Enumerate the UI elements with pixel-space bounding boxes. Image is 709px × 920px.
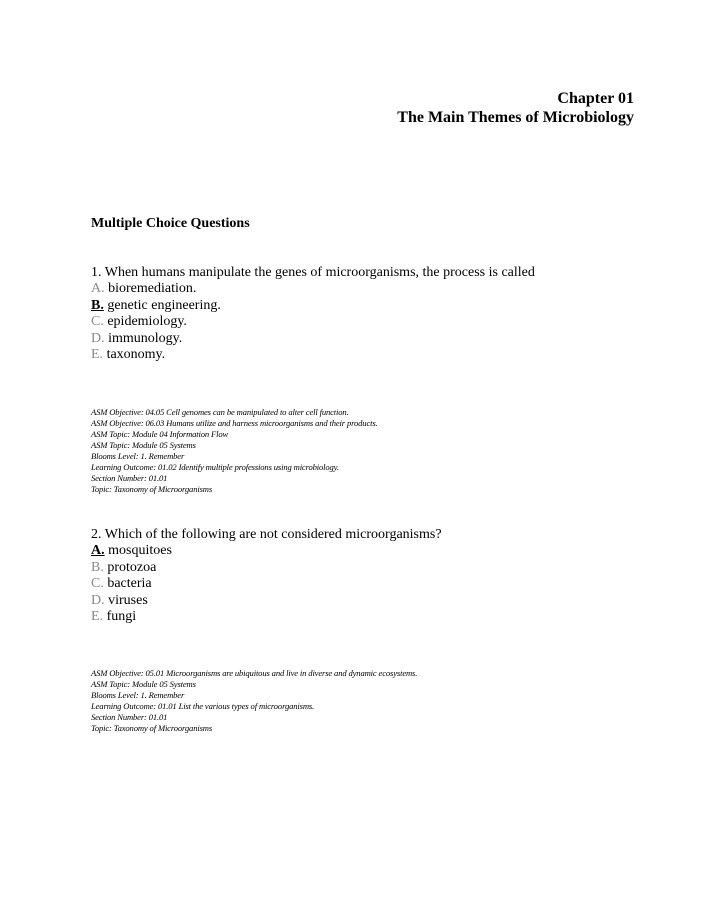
choice-text: mosquitoes: [108, 543, 172, 558]
chapter-header: [397, 89, 634, 127]
choice-letter: B.: [91, 559, 104, 575]
chapter-title: The Main Themes of Microbiology: [397, 109, 634, 126]
choice-text: epidemiology.: [107, 314, 187, 329]
question-stem: 1. When humans manipulate the genes of microorganisms, the process is called: [91, 265, 535, 280]
choice-d: [91, 331, 535, 348]
choice-text: viruses: [108, 592, 148, 608]
choice-b: [91, 560, 442, 577]
question-2-metadata: [91, 668, 417, 734]
metadata-line: ASM Topic: Module 05 Systems: [91, 679, 196, 689]
choice-c: [91, 314, 535, 331]
choice-b-correct: [91, 298, 535, 315]
choice-text: fungi: [106, 609, 137, 624]
question-1: [91, 264, 535, 364]
metadata-line: Blooms Level: 1. Remember: [91, 451, 185, 461]
choice-letter: C.: [91, 314, 104, 329]
choice-c: [91, 576, 442, 593]
choice-letter: A.: [91, 281, 105, 296]
choice-d: [91, 593, 442, 610]
metadata-line: ASM Objective: 05.01 Microorganisms are ubiquitous and live in diverse and dynamic ecosystems.: [91, 668, 418, 678]
metadata-line: ASM Objective: 06.03 Humans utilize and harness microorganisms and their products.: [91, 418, 378, 428]
choice-a-correct: [91, 543, 442, 560]
metadata-line: Blooms Level: 1. Remember: [91, 690, 185, 700]
metadata-line: ASM Objective: 04.05 Cell genomes can be manipulated to alter cell function.: [91, 407, 349, 417]
choice-text: bacteria: [107, 576, 152, 591]
choice-letter: A.: [91, 543, 105, 558]
metadata-line: ASM Topic: Module 05 Systems: [91, 440, 196, 450]
question-2: [91, 526, 442, 626]
section-title: Multiple Choice Questions: [91, 216, 250, 231]
choice-text: genetic engineering.: [107, 297, 221, 313]
choice-a: [91, 281, 535, 298]
metadata-line: Learning Outcome: 01.02 Identify multiple professions using microbiology.: [91, 462, 339, 472]
metadata-line: Learning Outcome: 01.01 List the various types of microorganisms.: [91, 701, 315, 711]
choice-letter: C.: [91, 576, 104, 591]
choice-letter: B.: [91, 297, 104, 313]
choice-e: [91, 609, 442, 626]
metadata-line: Topic: Taxonomy of Microorganisms: [91, 484, 213, 494]
choice-letter: D.: [91, 330, 105, 346]
metadata-line: Section Number: 01.01: [91, 712, 168, 722]
chapter-number: Chapter 01: [557, 90, 634, 107]
choice-text: protozoa: [107, 559, 157, 575]
question-1-metadata: [91, 407, 378, 495]
choice-letter: E.: [91, 609, 104, 624]
choice-text: bioremediation.: [108, 281, 197, 296]
question-stem: 2. Which of the following are not considered microorganisms?: [91, 527, 442, 542]
metadata-line: Topic: Taxonomy of Microorganisms: [91, 723, 213, 733]
metadata-line: ASM Topic: Module 04 Information Flow: [91, 429, 229, 439]
choice-letter: D.: [91, 592, 105, 608]
choice-text: immunology.: [108, 330, 183, 346]
metadata-line: Section Number: 01.01: [91, 473, 168, 483]
choice-text: taxonomy.: [106, 347, 166, 362]
choice-letter: E.: [91, 347, 104, 362]
choice-e: [91, 347, 535, 364]
